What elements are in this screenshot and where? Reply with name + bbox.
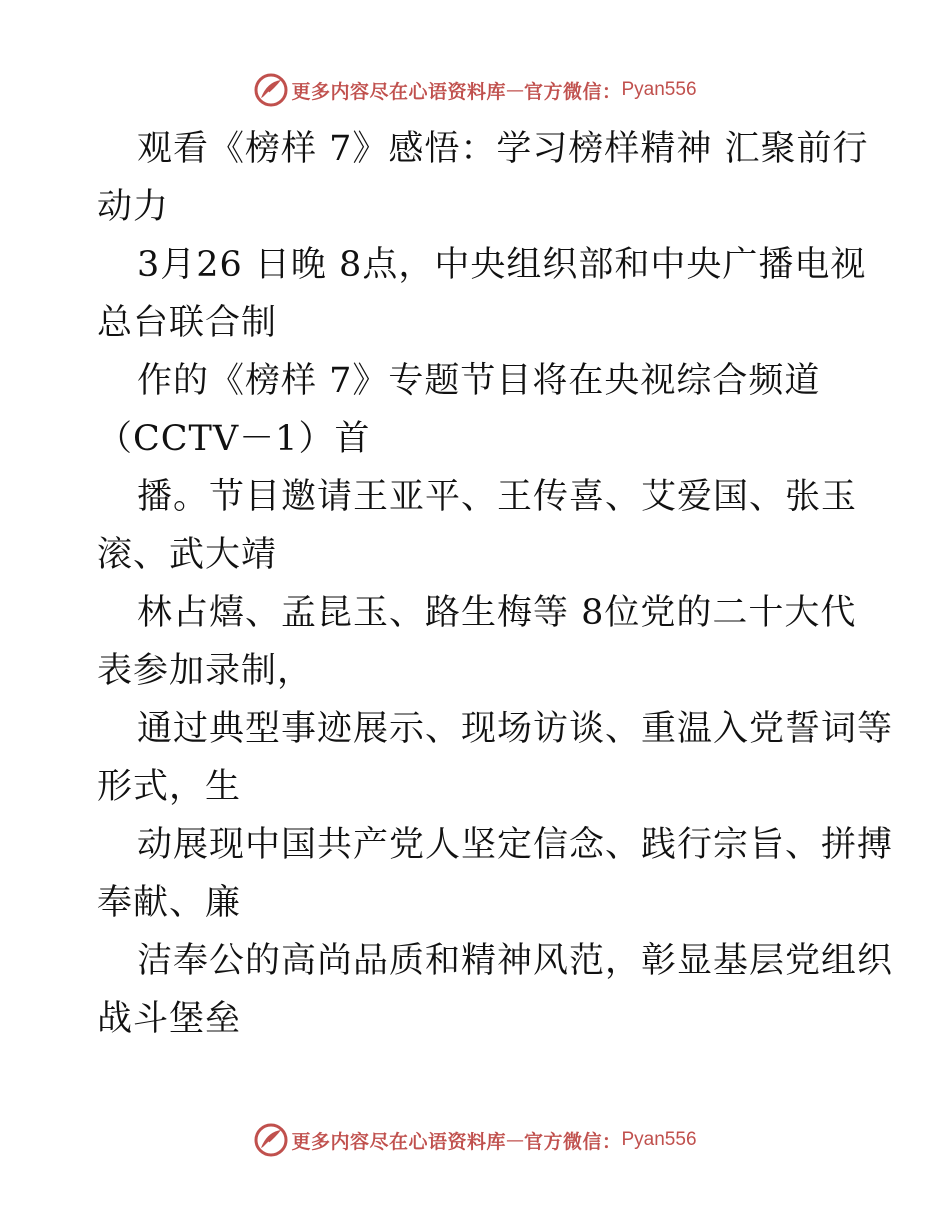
paragraph-line: 表参加录制， xyxy=(97,651,314,691)
document-body xyxy=(97,120,894,1048)
footer-separator: — xyxy=(505,1129,524,1151)
paragraph-line: 通过典型事迹展示、现场访谈、重温入党誓词等 xyxy=(137,709,894,749)
paragraph-line: 林占熺、孟昆玉、路生梅等 8位党的二十大代 xyxy=(137,593,857,633)
paragraph-line: 3月26 日晚 8点，中央组织部和中央广播电视 xyxy=(137,245,867,285)
paragraph-line: 奉献、廉 xyxy=(97,883,242,923)
header-separator: — xyxy=(505,79,524,101)
pen-logo-icon xyxy=(253,72,289,108)
paragraph-line: 总台联合制 xyxy=(97,303,278,343)
header-brand: 更多内容尽在心语资料库 xyxy=(291,80,506,103)
header-handle: Pyan556 xyxy=(621,79,697,100)
paragraph-line: 滚、武大靖 xyxy=(97,535,278,575)
paragraph-line: 洁奉公的高尚品质和精神风范，彰显基层党组织 xyxy=(137,941,894,981)
paragraph-line: 形式，生 xyxy=(97,767,242,807)
paragraph-line: 战斗堡垒 xyxy=(97,999,242,1039)
paragraph-line: （CCTV－1）首 xyxy=(97,419,371,459)
pen-logo-icon xyxy=(253,1122,289,1158)
footer-banner xyxy=(0,1120,950,1160)
paragraph-line: 播。节目邀请王亚平、王传喜、艾爱国、张玉 xyxy=(137,477,858,517)
footer-handle: Pyan556 xyxy=(621,1129,697,1150)
title-line-1: 观看《榜样 7》感悟：学习榜样精神 汇聚前行 xyxy=(137,129,869,169)
footer-brand: 更多内容尽在心语资料库 xyxy=(291,1130,506,1153)
title-line-2: 动力 xyxy=(97,187,170,227)
paragraph-line: 作的《榜样 7》专题节目将在央视综合频道 xyxy=(137,361,821,401)
header-banner xyxy=(0,70,950,110)
paragraph-line: 动展现中国共产党人坚定信念、践行宗旨、拼搏 xyxy=(137,825,894,865)
header-contact: 官方微信： xyxy=(523,80,622,103)
footer-contact: 官方微信： xyxy=(523,1130,622,1153)
